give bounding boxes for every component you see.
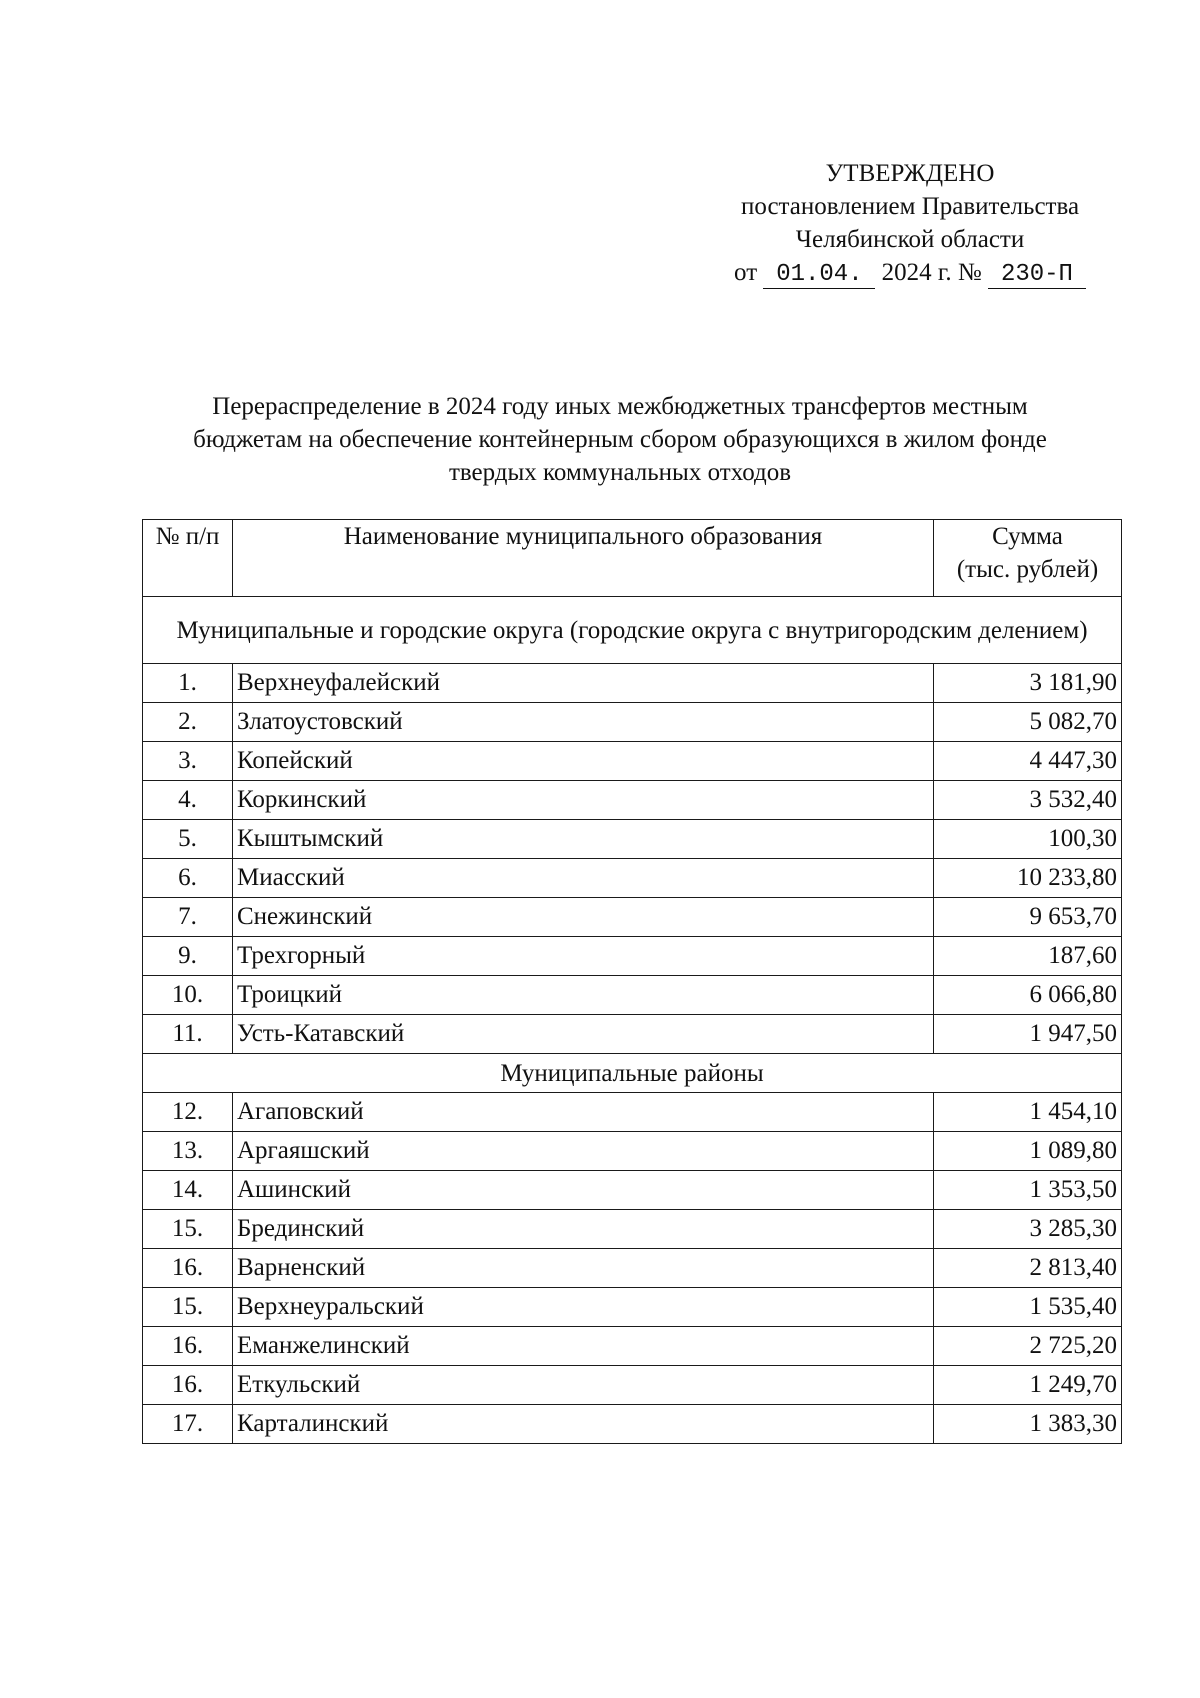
document-title-line-3: твердых коммунальных отходов bbox=[448, 459, 792, 486]
row-number: 3. bbox=[143, 742, 233, 781]
row-municipality: Миасский bbox=[233, 859, 934, 898]
row-municipality: Верхнеуфалейский bbox=[233, 664, 934, 703]
row-number: 17. bbox=[143, 1405, 233, 1444]
header-sum-line-2: (тыс. рублей) bbox=[956, 556, 1099, 583]
row-amount: 6 066,80 bbox=[934, 976, 1122, 1015]
row-amount: 1 535,40 bbox=[934, 1288, 1122, 1327]
approval-stamp bbox=[700, 157, 1120, 289]
row-amount: 3 532,40 bbox=[934, 781, 1122, 820]
header-name: Наименование муниципального образования bbox=[233, 520, 934, 597]
section-header-row bbox=[143, 1054, 1122, 1093]
approval-date: 01.04. bbox=[763, 262, 875, 289]
document-title-line-2: бюджетам на обеспечение контейнерным сбором образующихся в жилом фонде bbox=[193, 426, 1047, 453]
row-municipality: Коркинский bbox=[233, 781, 934, 820]
approval-line-1: постановлением Правительства bbox=[740, 193, 1080, 220]
table-row bbox=[143, 1249, 1122, 1288]
row-amount: 3 181,90 bbox=[934, 664, 1122, 703]
table-row bbox=[143, 703, 1122, 742]
row-municipality: Усть-Катавский bbox=[233, 1015, 934, 1054]
row-number: 10. bbox=[143, 976, 233, 1015]
row-number: 6. bbox=[143, 859, 233, 898]
approval-number: 230-П bbox=[988, 262, 1086, 289]
row-amount: 10 233,80 bbox=[934, 859, 1122, 898]
document-title bbox=[120, 390, 1120, 489]
table-header-row bbox=[143, 520, 1122, 597]
approval-from-label: от bbox=[734, 259, 758, 286]
row-number: 12. bbox=[143, 1093, 233, 1132]
table-row bbox=[143, 664, 1122, 703]
row-amount: 2 725,20 bbox=[934, 1327, 1122, 1366]
table-row bbox=[143, 1210, 1122, 1249]
row-amount: 1 454,10 bbox=[934, 1093, 1122, 1132]
row-number: 5. bbox=[143, 820, 233, 859]
table-row bbox=[143, 1132, 1122, 1171]
table-row bbox=[143, 1015, 1122, 1054]
row-number: 13. bbox=[143, 1132, 233, 1171]
table-row bbox=[143, 742, 1122, 781]
approval-year: 2024 г. № bbox=[881, 259, 982, 286]
row-amount: 1 947,50 bbox=[934, 1015, 1122, 1054]
row-municipality: Златоустовский bbox=[233, 703, 934, 742]
row-number: 15. bbox=[143, 1288, 233, 1327]
row-municipality: Верхнеуральский bbox=[233, 1288, 934, 1327]
row-amount: 5 082,70 bbox=[934, 703, 1122, 742]
row-number: 11. bbox=[143, 1015, 233, 1054]
table-row bbox=[143, 937, 1122, 976]
row-municipality: Аргаяшский bbox=[233, 1132, 934, 1171]
row-amount: 1 089,80 bbox=[934, 1132, 1122, 1171]
row-amount: 3 285,30 bbox=[934, 1210, 1122, 1249]
row-municipality: Агаповский bbox=[233, 1093, 934, 1132]
table-row bbox=[143, 1327, 1122, 1366]
row-municipality: Варненский bbox=[233, 1249, 934, 1288]
row-number: 14. bbox=[143, 1171, 233, 1210]
section-header-row bbox=[143, 597, 1122, 664]
row-amount: 187,60 bbox=[934, 937, 1122, 976]
table-row bbox=[143, 859, 1122, 898]
approval-title: УТВЕРЖДЕНО bbox=[825, 160, 995, 187]
table-row bbox=[143, 820, 1122, 859]
row-number: 7. bbox=[143, 898, 233, 937]
allocation-table bbox=[142, 519, 1122, 1444]
row-number: 1. bbox=[143, 664, 233, 703]
table-row bbox=[143, 1171, 1122, 1210]
table-row bbox=[143, 781, 1122, 820]
table-row bbox=[143, 898, 1122, 937]
approval-date-line bbox=[700, 256, 1120, 289]
row-number: 16. bbox=[143, 1327, 233, 1366]
row-number: 16. bbox=[143, 1366, 233, 1405]
row-amount: 100,30 bbox=[934, 820, 1122, 859]
header-sum bbox=[934, 520, 1122, 597]
row-municipality: Копейский bbox=[233, 742, 934, 781]
approval-line-2: Челябинской области bbox=[795, 226, 1025, 253]
header-number: № п/п bbox=[143, 520, 233, 597]
table-row bbox=[143, 1093, 1122, 1132]
table-row bbox=[143, 1366, 1122, 1405]
table-row bbox=[143, 1405, 1122, 1444]
section-okruga: Муниципальные и городские округа (городские округа с внутригородским делением) bbox=[143, 597, 1122, 664]
row-municipality: Трехгорный bbox=[233, 937, 934, 976]
row-municipality: Кыштымский bbox=[233, 820, 934, 859]
row-municipality: Карталинский bbox=[233, 1405, 934, 1444]
row-municipality: Снежинский bbox=[233, 898, 934, 937]
row-amount: 1 353,50 bbox=[934, 1171, 1122, 1210]
section-raiony: Муниципальные районы bbox=[143, 1054, 1122, 1093]
row-amount: 9 653,70 bbox=[934, 898, 1122, 937]
row-municipality: Еманжелинский bbox=[233, 1327, 934, 1366]
row-number: 2. bbox=[143, 703, 233, 742]
row-number: 15. bbox=[143, 1210, 233, 1249]
row-municipality: Еткульский bbox=[233, 1366, 934, 1405]
row-municipality: Брединский bbox=[233, 1210, 934, 1249]
table-row bbox=[143, 1288, 1122, 1327]
row-municipality: Ашинский bbox=[233, 1171, 934, 1210]
document-title-line-1: Перераспределение в 2024 году иных межбюджетных трансфертов местным bbox=[212, 393, 1028, 420]
row-number: 16. bbox=[143, 1249, 233, 1288]
row-amount: 2 813,40 bbox=[934, 1249, 1122, 1288]
row-amount: 1 249,70 bbox=[934, 1366, 1122, 1405]
header-sum-line-1: Сумма bbox=[992, 523, 1063, 550]
row-municipality: Троицкий bbox=[233, 976, 934, 1015]
table-row bbox=[143, 976, 1122, 1015]
row-number: 9. bbox=[143, 937, 233, 976]
row-number: 4. bbox=[143, 781, 233, 820]
row-amount: 1 383,30 bbox=[934, 1405, 1122, 1444]
row-amount: 4 447,30 bbox=[934, 742, 1122, 781]
